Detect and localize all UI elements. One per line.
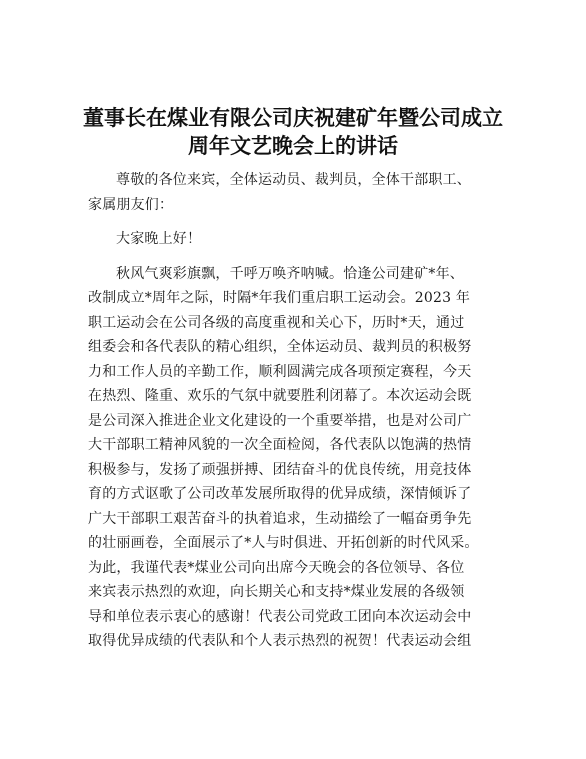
paragraph-line: 广大干部职工艰苦奋斗的执着追求，生动描绘了一幅奋勇争先 <box>88 511 472 527</box>
paragraph-line: 秋风气爽彩旗飘，千呼万唤齐呐喊。恰逢公司建矿*年、 <box>116 266 464 282</box>
paragraph-line: 为此，我谨代表*煤业公司向出席今天晚会的各位领导、各位 <box>88 560 465 576</box>
paragraph-line: 大干部职工精神风貌的一次全面检阅，各代表队以饱满的热情 <box>88 437 472 453</box>
paragraph-line: 的壮丽画卷，全面展示了*人与时俱进、开拓创新的时代风采。 <box>88 535 479 551</box>
paragraph-line: 积极参与，发扬了顽强拼搏、团结奋斗的优良传统，用竞技体 <box>88 462 472 478</box>
paragraph-line: 导和单位表示衷心的感谢！代表公司党政工团向本次运动会中 <box>88 609 472 625</box>
salutation-line: 尊敬的各位来宾，全体运动员、裁判员，全体干部职工、 <box>116 172 471 188</box>
paragraph-line: 力和工作人员的辛勤工作，顺利圆满完成各项预定赛程，今天 <box>88 364 472 380</box>
paragraph-line: 组委会和各代表队的精心组织，全体运动员、裁判员的积极努 <box>88 339 472 355</box>
document-title-line-1: 董事长在煤业有限公司庆祝建矿年暨公司成立 <box>83 106 503 130</box>
paragraph-line: 职工运动会在公司各级的高度重视和关心下，历时*天，通过 <box>88 315 465 331</box>
paragraph-line: 育的方式讴歌了公司改革发展所取得的优异成绩，深情倾诉了 <box>88 486 472 502</box>
paragraph-line: 是公司深入推进企业文化建设的一个重要举措，也是对公司广 <box>88 413 472 429</box>
paragraph-line: 改制成立*周年之际，时隔*年我们重启职工运动会。2023 年 <box>88 290 471 306</box>
paragraph-line: 在热烈、隆重、欢乐的气氛中就要胜利闭幕了。本次运动会既 <box>88 388 472 404</box>
salutation-line: 家属朋友们： <box>88 197 174 213</box>
greeting-line: 大家晚上好！ <box>116 231 202 247</box>
paragraph-line: 取得优异成绩的代表队和个人表示热烈的祝贺！代表运动会组 <box>88 633 472 649</box>
paragraph-line: 来宾表示热烈的欢迎，向长期关心和支持*煤业发展的各级领 <box>88 584 465 600</box>
document-title-line-2: 周年文艺晚会上的讲话 <box>188 134 398 158</box>
